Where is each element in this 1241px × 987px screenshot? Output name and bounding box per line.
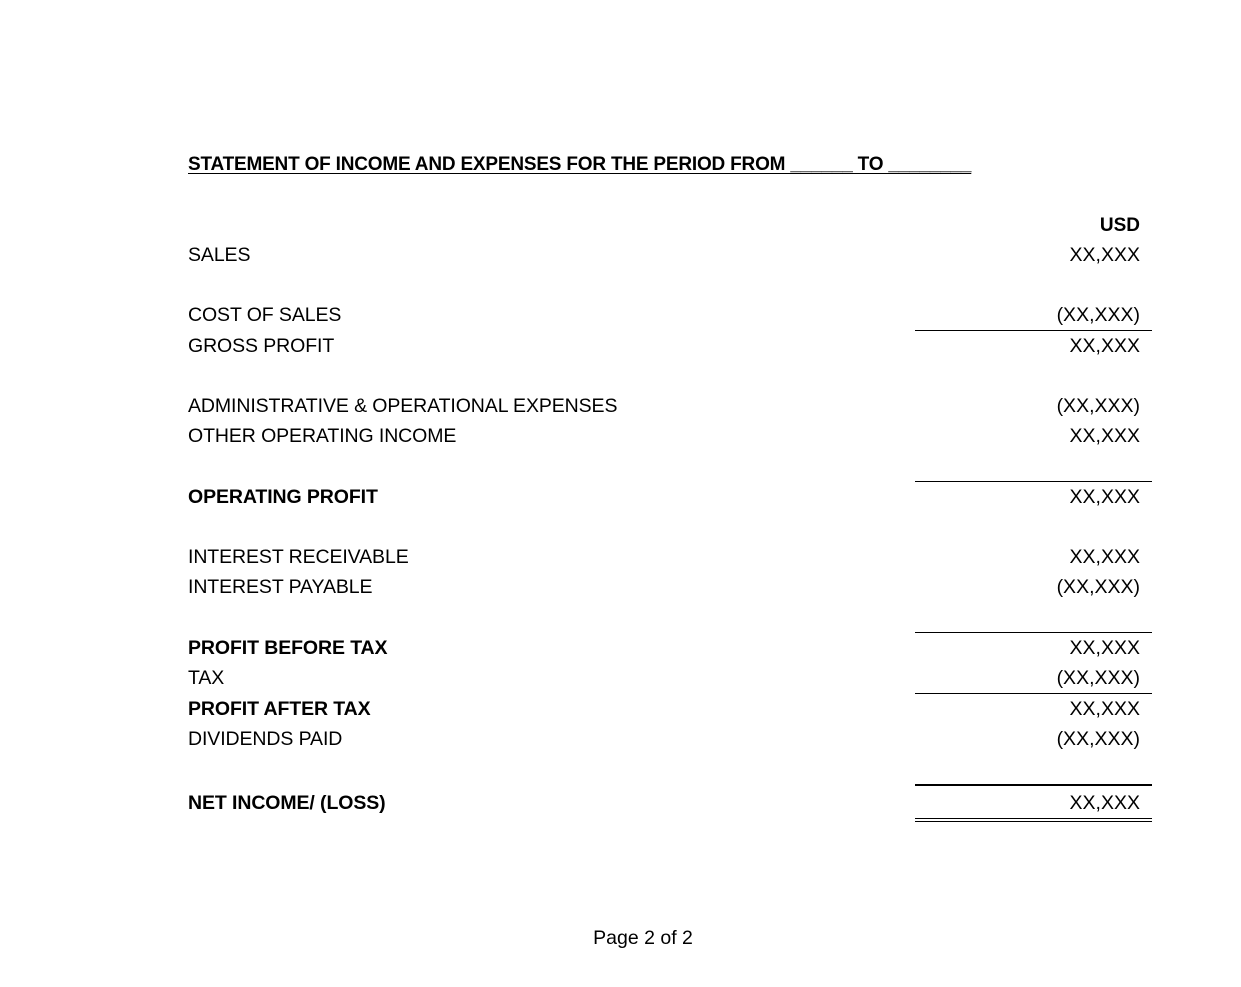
statement-row-gross-profit	[188, 335, 1140, 359]
row-value: XX,XXX	[1069, 792, 1140, 814]
row-label: TAX	[188, 667, 225, 689]
subtotal-rule	[915, 693, 1152, 694]
subtotal-rule	[915, 330, 1152, 331]
statement-row-interest-payable	[188, 576, 1140, 600]
currency-header: USD	[1099, 215, 1140, 236]
row-value: XX,XXX	[1069, 546, 1140, 568]
row-value: (XX,XXX)	[1056, 667, 1140, 689]
grand-total-double-rule	[915, 818, 1152, 822]
row-label: OTHER OPERATING INCOME	[188, 425, 457, 447]
statement-row-operating-profit	[188, 486, 1140, 510]
row-label: DIVIDENDS PAID	[188, 728, 343, 750]
statement-title: STATEMENT OF INCOME AND EXPENSES FOR THE PERIOD FROM ______ TO ________	[188, 154, 972, 175]
row-value: XX,XXX	[1069, 244, 1140, 266]
subtotal-rule	[915, 481, 1152, 482]
row-value: XX,XXX	[1069, 637, 1140, 659]
statement-row-admin-expenses	[188, 395, 1140, 419]
row-value: XX,XXX	[1069, 425, 1140, 447]
statement-row-cost-of-sales	[188, 304, 1140, 328]
row-label: PROFIT AFTER TAX	[188, 698, 371, 720]
statement-row-other-operating-income	[188, 425, 1140, 449]
row-value: (XX,XXX)	[1056, 576, 1140, 598]
subtotal-rule	[915, 632, 1152, 633]
page-number: Page 2 of 2	[593, 927, 693, 949]
row-label: INTEREST RECEIVABLE	[188, 546, 409, 568]
total-rule	[915, 784, 1152, 786]
row-value: XX,XXX	[1069, 335, 1140, 357]
row-label: OPERATING PROFIT	[188, 486, 378, 508]
statement-row-dividends-paid	[188, 728, 1140, 752]
row-label: SALES	[188, 244, 251, 266]
statement-row-profit-after-tax	[188, 698, 1140, 722]
row-value: (XX,XXX)	[1056, 395, 1140, 417]
row-value: (XX,XXX)	[1056, 728, 1140, 750]
statement-row-net-income	[188, 792, 1140, 816]
row-value: XX,XXX	[1069, 486, 1140, 508]
row-value: XX,XXX	[1069, 698, 1140, 720]
statement-row-interest-receivable	[188, 546, 1140, 570]
row-label: NET INCOME/ (LOSS)	[188, 792, 386, 814]
row-label: GROSS PROFIT	[188, 335, 335, 357]
row-label: COST OF SALES	[188, 304, 342, 326]
row-label: PROFIT BEFORE TAX	[188, 637, 388, 659]
row-label: ADMINISTRATIVE & OPERATIONAL EXPENSES	[188, 395, 618, 417]
statement-row-sales	[188, 244, 1140, 268]
statement-row-tax	[188, 667, 1140, 691]
statement-row-profit-before-tax	[188, 637, 1140, 661]
row-value: (XX,XXX)	[1056, 304, 1140, 326]
row-label: INTEREST PAYABLE	[188, 576, 373, 598]
